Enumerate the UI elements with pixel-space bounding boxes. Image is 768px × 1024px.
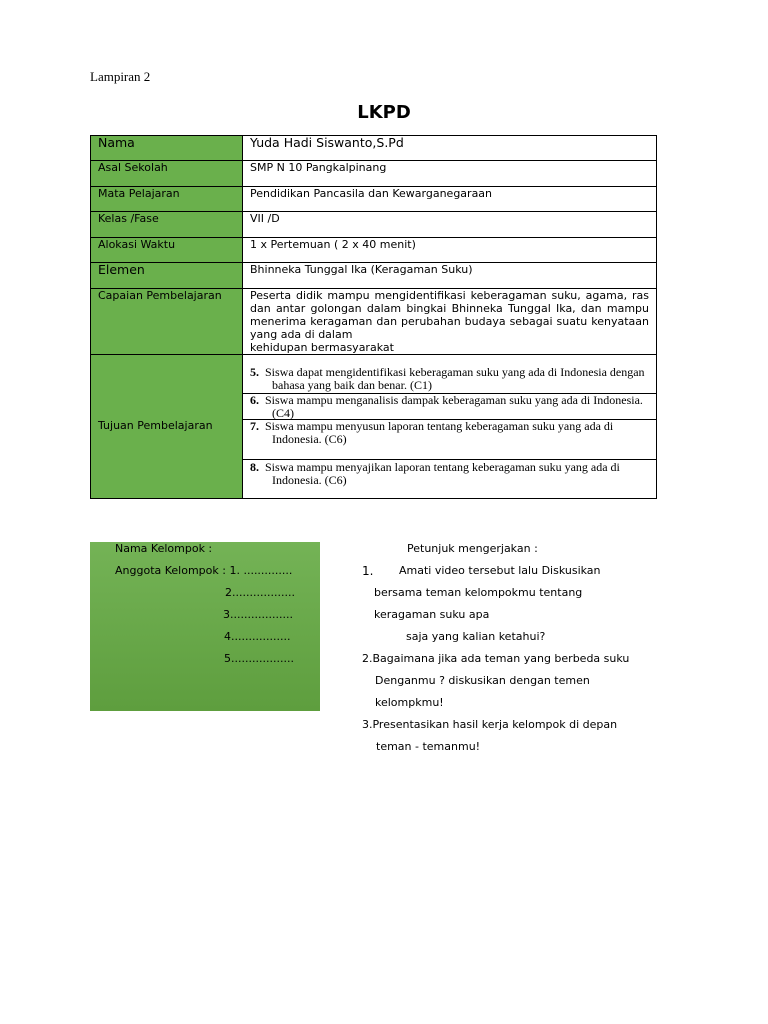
petunjuk-number-1: 1. — [362, 564, 374, 578]
table-row — [91, 289, 657, 355]
petunjuk-line: keragaman suku apa — [374, 608, 490, 621]
tujuan-text: Siswa mampu menyajikan laporan tentang keberagaman suku yang ada di Indonesia. (C6) — [265, 460, 620, 487]
lkpd-info-table — [90, 135, 657, 499]
petunjuk-line: kelompkmu! — [375, 696, 444, 709]
tujuan-number: 5. — [250, 365, 259, 379]
row-label-nama: Nama — [91, 136, 243, 161]
row-value-kelas: VII /D — [243, 212, 657, 238]
table-row — [91, 263, 657, 289]
table-row — [91, 187, 657, 212]
capaian-text-end: kehidupan bermasyarakat — [250, 341, 394, 354]
tujuan-text: Siswa mampu menganalisis dampak keberagaman suku yang ada di Indonesia. (C4) — [265, 393, 643, 420]
anggota-4: 4................. — [224, 630, 291, 643]
tujuan-text: Siswa dapat mengidentifikasi keberagaman suku yang ada di Indonesia dengan bahasa yang baik dan benar. (C1) — [265, 365, 645, 392]
anggota-3: 3.................. — [223, 608, 293, 621]
tujuan-number: 6. — [250, 393, 259, 407]
row-label-capaian: Capaian Pembelajaran — [91, 289, 243, 355]
row-label-tujuan: Tujuan Pembelajaran — [91, 355, 243, 499]
tujuan-number: 8. — [250, 460, 259, 474]
petunjuk-line: teman - temanmu! — [376, 740, 481, 753]
petunjuk-line: 2.Bagaimana jika ada teman yang berbeda suku — [362, 652, 630, 665]
tujuan-number: 7. — [250, 419, 259, 433]
lampiran-label: Lampiran 2 — [90, 69, 151, 84]
row-label-mata-pelajaran: Mata Pelajaran — [91, 187, 243, 212]
row-value-asal-sekolah: SMP N 10 Pangkalpinang — [243, 161, 657, 187]
row-label-asal-sekolah: Asal Sekolah — [91, 161, 243, 187]
petunjuk-line: saja yang kalian ketahui? — [406, 630, 546, 643]
row-value-mata-pelajaran: Pendidikan Pancasila dan Kewarganegaraan — [243, 187, 657, 212]
nama-kelompok-label: Nama Kelompok : — [115, 542, 213, 555]
row-value-alokasi-waktu: 1 x Pertemuan ( 2 x 40 menit) — [243, 238, 657, 263]
petunjuk-line: 3.Presentasikan hasil kerja kelompok di depan — [362, 718, 618, 731]
petunjuk-title: Petunjuk mengerjakan : — [407, 542, 538, 555]
capaian-text: Peserta didik mampu mengidentifikasi keberagaman suku, agama, ras dan antar golongan dalam bingkai Bhinneka Tunggal Ika, dan mampu menerima keragaman dan perubahan budaya sebagai suatu kenyataan yang ada di dalam — [250, 289, 649, 341]
petunjuk-line: Amati video tersebut lalu Diskusikan — [399, 564, 601, 577]
petunjuk-line: Denganmu ? diskusikan dengan temen — [375, 674, 590, 687]
row-value-elemen: Bhinneka Tunggal Ika (Keragaman Suku) — [243, 263, 657, 289]
kelompok-box — [90, 542, 320, 711]
tujuan-text: Siswa mampu menyusun laporan tentang keberagaman suku yang ada di Indonesia. (C6) — [265, 419, 614, 446]
anggota-2: 2.................. — [225, 586, 295, 599]
tujuan-item — [243, 420, 657, 460]
row-label-kelas: Kelas /Fase — [91, 212, 243, 238]
page-title: LKPD — [357, 102, 411, 123]
table-row — [91, 161, 657, 187]
table-row — [91, 355, 657, 394]
tujuan-item — [243, 394, 657, 420]
petunjuk-line: bersama teman kelompokmu tentang — [374, 586, 583, 599]
row-value-nama: Yuda Hadi Siswanto,S.Pd — [243, 136, 657, 161]
anggota-5: 5.................. — [224, 652, 294, 665]
table-row — [91, 238, 657, 263]
tujuan-item — [243, 355, 657, 394]
tujuan-item — [243, 460, 657, 499]
row-label-alokasi-waktu: Alokasi Waktu — [91, 238, 243, 263]
anggota-kelompok-label: Anggota Kelompok : 1. .............. — [115, 564, 293, 577]
table-row — [91, 212, 657, 238]
table-row — [91, 136, 657, 161]
row-label-elemen: Elemen — [91, 263, 243, 289]
row-value-capaian — [243, 289, 657, 355]
